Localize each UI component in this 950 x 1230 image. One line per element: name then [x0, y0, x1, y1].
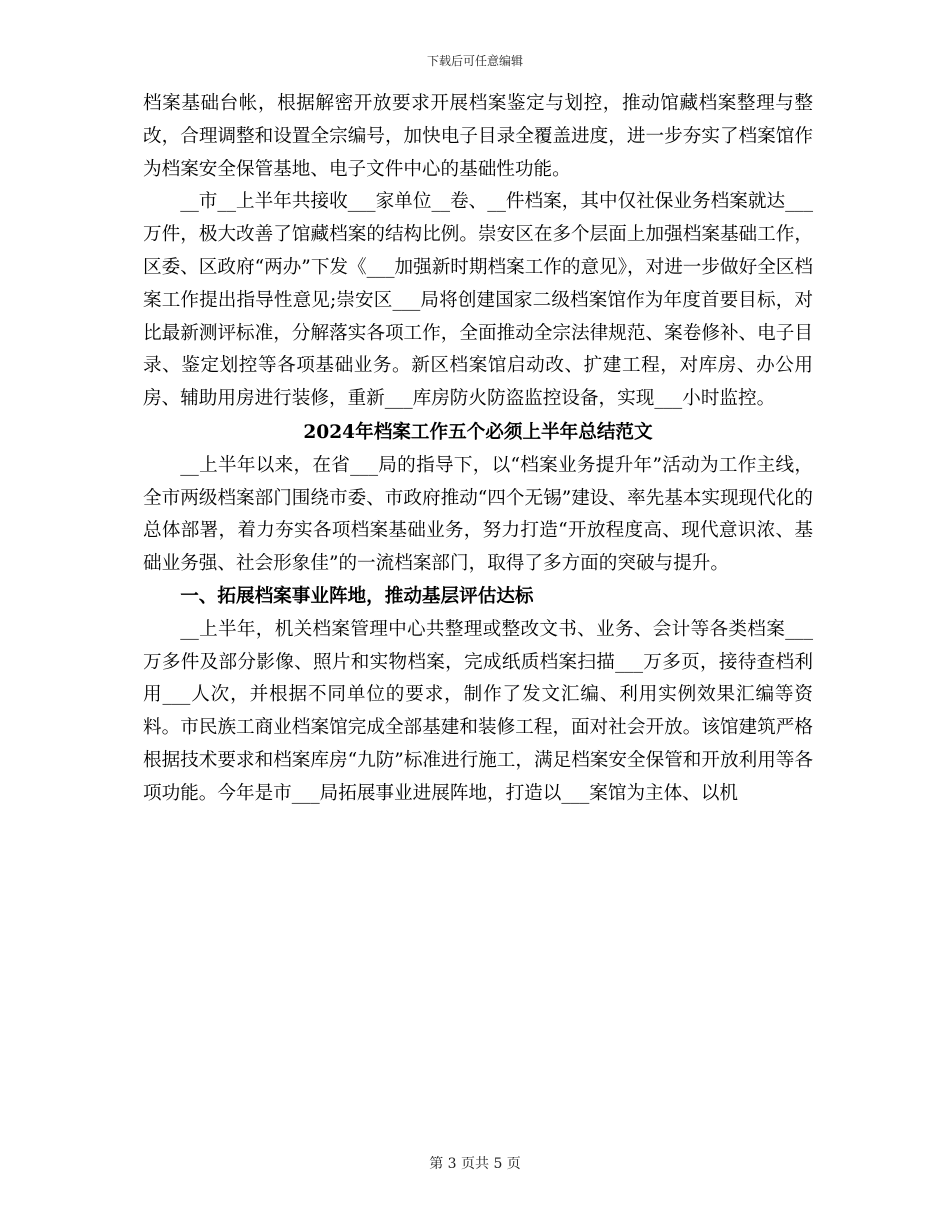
paragraph-section-1: __上半年，机关档案管理中心共整理或整改文书、业务、会计等各类档案___万多件及部分影像、照片和实物档案，完成纸质档案扫描___万多页，接待查档利用___人次，并根据不同单位的要求，制作了发文汇编、利用实例效果汇编等资料。市民族工商业档案馆完成全部基建和装修工程，面对社会开放。该馆建筑严格根据技术要求和档案库房“九防”标准进行施工，满足档案安全保管和开放利用等各项功能。今年是市___局拓展事业进展阵地，打造以___案馆为主体、以机	[143, 618, 813, 804]
document-title: 2024年档案工作五个必须上半年总结范文	[303, 421, 653, 443]
paragraph-receipt-stats: __市__上半年共接收___家单位__卷、__件档案，其中仅社保业务档案就达___万件，极大改善了馆藏档案的结构比例。崇安区在多个层面上加强档案基础工作，区委、区政府“两办”下发《___加强新时期档案工作的意见》，对进一步做好全区档案工作提出指导性意见;崇安区___局将创建国家二级档案馆作为年度首要目标，对比最新测评标准，分解落实各项工作，全面推动全宗法律规范、案卷修补、电子目录、鉴定划控等各项基础业务。新区档案馆启动改、扩建工程，对库房、办公用房、辅助用房进行装修，重新___库房防火防盗监控设备，实现___小时监控。	[143, 191, 813, 410]
paragraph-continuation: 档案基础台帐，根据解密开放要求开展档案鉴定与划控，推动馆藏档案整理与整改，合理调整和设置全宗编号，加快电子目录全覆盖进度，进一步夯实了档案馆作为档案安全保管基地、电子文件中心的基础性功能。	[143, 93, 813, 180]
document-body	[143, 88, 813, 811]
page-footer: 第 3 页共 5 页	[429, 1156, 521, 1172]
paragraph-intro: __上半年以来，在省___局的指导下，以“档案业务提升年”活动为工作主线，全市两级档案部门围绕市委、市政府推动“四个无锡”建设、率先基本实现现代化的总体部署，着力夯实各项档案基础业务，努力打造“开放程度高、现代意识浓、基础业务强、社会形象佳”的一流档案部门，取得了多方面的突破与提升。	[143, 454, 813, 575]
page-header: 下载后可任意编辑	[426, 54, 523, 68]
section-heading-1: 一、拓展档案事业阵地，推动基层评估达标	[180, 585, 534, 607]
